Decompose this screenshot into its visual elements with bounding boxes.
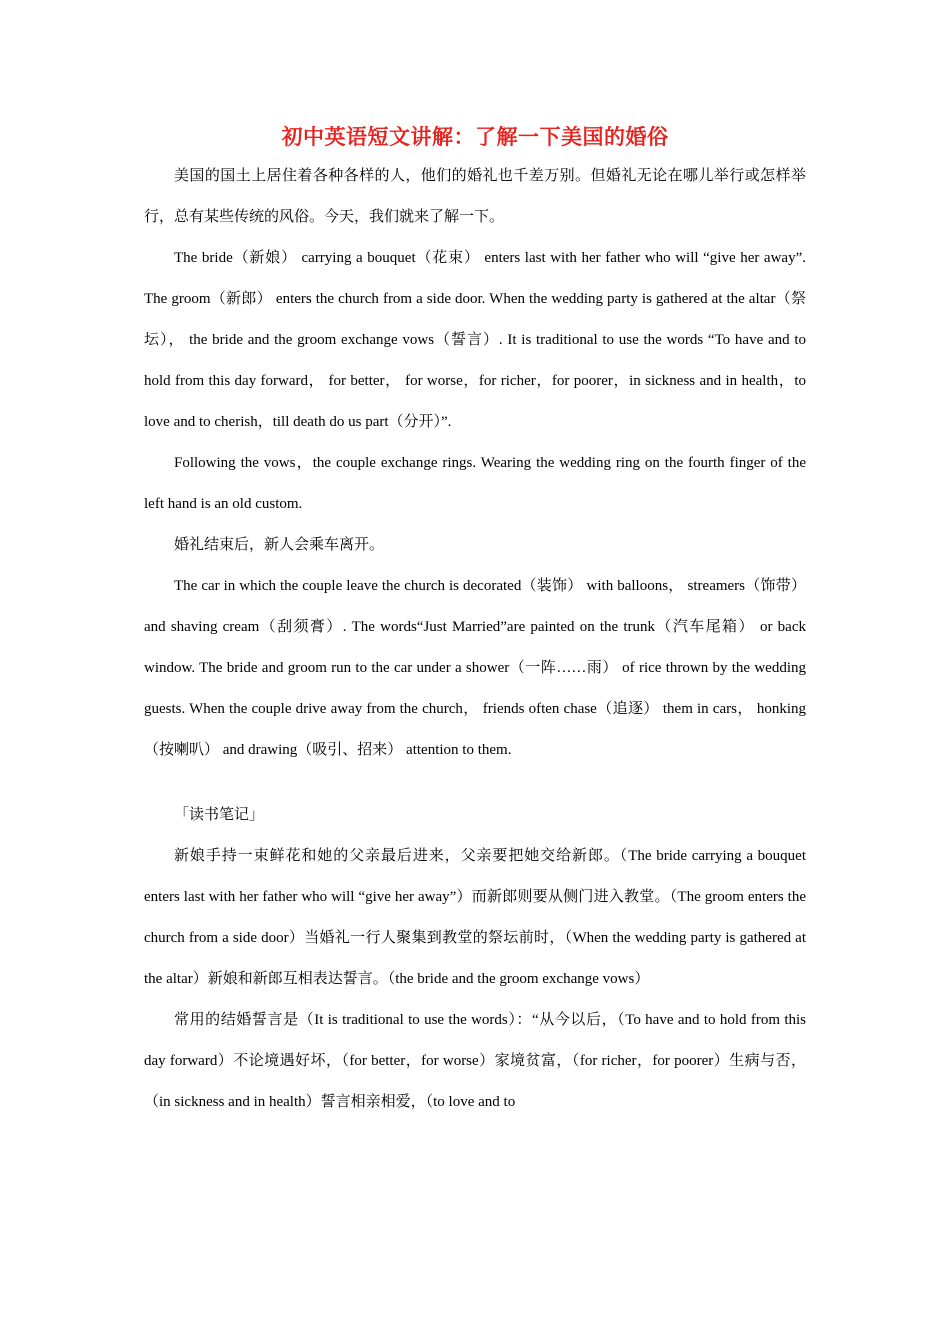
notes-paragraph: 新娘手持一束鲜花和她的父亲最后进来，父亲要把她交给新郎。（The bride carrying a bouquet enters last with her father who will “give her away”）而新郎则要从侧门进入教堂。（The groom enters the church from a side door）当婚礼一行人聚集到教堂的祭坛前时，（When the wedding party is gathered at the altar）新娘和新郎互相表达誓言。（the bride and the groom exchange vows） (144, 848, 806, 987)
notes-heading: 「读书笔记」 (174, 807, 265, 823)
document-page (144, 118, 806, 1123)
document-title: 初中英语短文讲解：了解一下美国的婚俗 (281, 124, 669, 149)
ceremony-paragraph: The bride（新娘） carrying a bouquet（花束） enters last with her father who will “give her away”. The groom（新郎） enters the church from a side door. When the wedding party is gathered at the altar（祭坛）， the bride and the groom exchange vows（誓言）. It is traditional to use the words “To have and to hold from this day forward， for better， for worse，for richer，for poorer，in sickness and in health，to love and to cherish，till death do us part（分开）”. (144, 250, 806, 430)
rings-paragraph: Following the vows，the couple exchange rings. Wearing the wedding ring on the fourth finger of the left hand is an old custom. (144, 455, 806, 512)
departure-paragraph: 婚礼结束后，新人会乘车离开。 (174, 537, 385, 553)
notes-paragraph: 常用的结婚誓言是（It is traditional to use the words）：“从今以后，（To have and to hold from this day forward）不论境遇好坏，（for better，for worse）家境贫富，（for richer，for poorer）生病与否，（in sickness and in health）誓言相亲相爱，（to love and to (144, 1012, 806, 1110)
section-spacer (144, 771, 806, 795)
car-paragraph: The car in which the couple leave the church is decorated（装饰） with balloons， streamers（饰带） and shaving cream（刮须膏）. The words“Just Married”are painted on the trunk（汽车尾箱） or back window. The bride and groom run to the car under a shower（一阵……雨） of rice thrown by the wedding guests. When the couple drive away from the church， friends often chase（追逐） them in cars， honking（按喇叭） and drawing（吸引、招来） attention to them. (144, 578, 806, 758)
intro-paragraph: 美国的国土上居住着各种各样的人，他们的婚礼也千差万别。但婚礼无论在哪儿举行或怎样举行，总有某些传统的风俗。今天，我们就来了解一下。 (144, 168, 806, 225)
